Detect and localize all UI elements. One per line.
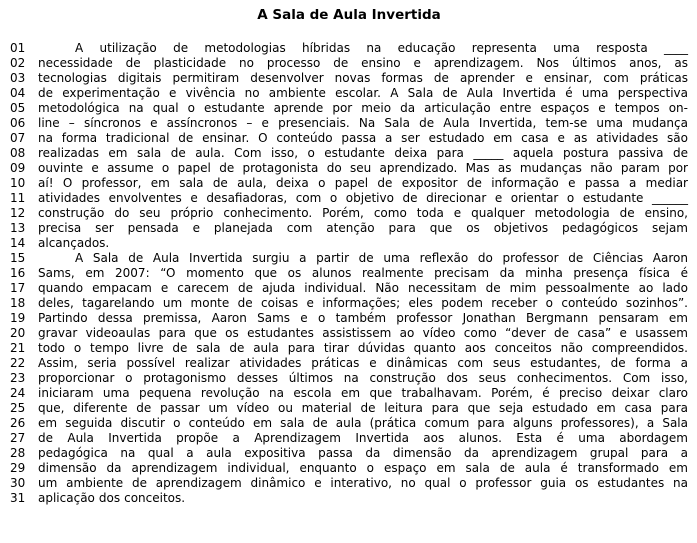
line-number: 15 bbox=[10, 251, 26, 265]
line-text: necessidade de plasticidade no processo de ensino e aprendizagem. Nos últimos anos, as bbox=[38, 56, 688, 70]
line-text: deles, tagarelando um monte de coisas e informações; eles podem receber o conteúdo sozinhos”. bbox=[38, 296, 688, 310]
text-line bbox=[10, 431, 688, 446]
line-text: de experimentação e vivência no ambiente escolar. A Sala de Aula Invertida é uma perspectiva bbox=[38, 86, 688, 100]
line-number: 08 bbox=[10, 146, 26, 160]
text-line bbox=[10, 341, 688, 356]
text-body bbox=[10, 41, 688, 506]
line-number: 21 bbox=[10, 341, 26, 355]
text-line bbox=[10, 101, 688, 116]
line-number: 07 bbox=[10, 131, 26, 145]
text-line bbox=[10, 356, 688, 371]
text-line bbox=[10, 41, 688, 56]
line-text: em seguida discutir o conteúdo em sala de aula (prática comum para alguns professores), a Sala bbox=[38, 416, 688, 430]
line-number: 24 bbox=[10, 386, 26, 400]
line-number: 06 bbox=[10, 116, 26, 130]
line-text: construção do seu próprio conhecimento. Porém, como toda e qualquer metodologia de ensino, bbox=[38, 206, 688, 220]
line-text: todo o tempo livre de sala de aula para tirar dúvidas quanto aos conceitos não compreendidos. bbox=[38, 341, 688, 355]
text-line bbox=[10, 491, 688, 506]
text-line bbox=[10, 281, 688, 296]
line-text: que, diferente de passar um vídeo ou material de leitura para que seja estudado em casa para bbox=[38, 401, 688, 415]
line-number: 13 bbox=[10, 221, 26, 235]
line-text: um ambiente de aprendizagem dinâmico e interativo, no qual o professor guia os estudantes na bbox=[38, 476, 688, 490]
text-line bbox=[10, 191, 688, 206]
text-line bbox=[10, 176, 688, 191]
text-line bbox=[10, 326, 688, 341]
line-number: 01 bbox=[10, 41, 26, 55]
text-line bbox=[10, 401, 688, 416]
line-number: 10 bbox=[10, 176, 26, 190]
line-text: de Aula Invertida propõe a Aprendizagem Invertida aos alunos. Esta é uma abordagem bbox=[38, 431, 688, 445]
text-line bbox=[10, 386, 688, 401]
line-number: 25 bbox=[10, 401, 26, 415]
line-text: metodológica na qual o estudante aprende por meio da articulação entre espaços e tempos on- bbox=[38, 101, 688, 115]
line-text: precisa ser pensada e planejada com atenção para que os objetivos pedagógicos sejam bbox=[38, 221, 688, 235]
line-number: 09 bbox=[10, 161, 26, 175]
line-number: 28 bbox=[10, 446, 26, 460]
document-title: A Sala de Aula Invertida bbox=[257, 7, 441, 23]
line-text: pedagógica na qual a aula expositiva passa da dimensão da aprendizagem grupal para a bbox=[38, 446, 688, 460]
text-line bbox=[10, 86, 688, 101]
text-line bbox=[10, 371, 688, 386]
line-text: A utilização de metodologias híbridas na educação representa uma resposta ____ bbox=[75, 41, 688, 55]
line-number: 14 bbox=[10, 236, 26, 250]
text-line bbox=[10, 446, 688, 461]
text-line bbox=[10, 296, 688, 311]
line-number: 31 bbox=[10, 491, 26, 505]
line-number: 11 bbox=[10, 191, 26, 205]
line-text: ouvinte e assume o papel de protagonista do seu aprendizado. Mas as mudanças não param por bbox=[38, 161, 688, 175]
line-text: proporcionar o protagonismo desses últimos na construção dos seus conhecimentos. Com isso, bbox=[38, 371, 688, 385]
line-number: 29 bbox=[10, 461, 26, 475]
line-text: iniciaram uma pequena revolução na escola em que trabalhavam. Porém, é preciso deixar claro bbox=[38, 386, 688, 400]
text-line bbox=[10, 251, 688, 266]
text-line bbox=[10, 311, 688, 326]
text-line bbox=[10, 476, 688, 491]
text-line bbox=[10, 416, 688, 431]
line-number: 05 bbox=[10, 101, 26, 115]
line-text: line – síncronos e assíncronos – e presenciais. Na Sala de Aula Invertida, tem-se uma mudança bbox=[38, 116, 688, 130]
line-text: alcançados. bbox=[38, 236, 110, 250]
line-number: 03 bbox=[10, 71, 26, 85]
line-number: 23 bbox=[10, 371, 26, 385]
line-number: 22 bbox=[10, 356, 26, 370]
text-line bbox=[10, 71, 688, 86]
text-line bbox=[10, 461, 688, 476]
line-text: atividades envolventes e desafiadoras, com o objetivo de direcionar e orientar o estudante ______ bbox=[38, 191, 688, 205]
text-line bbox=[10, 221, 688, 236]
line-text: dimensão da aprendizagem individual, enquanto o espaço em sala de aula é transformado em bbox=[38, 461, 688, 475]
text-line bbox=[10, 131, 688, 146]
line-number: 18 bbox=[10, 296, 26, 310]
line-number: 19 bbox=[10, 311, 26, 325]
line-text: gravar videoaulas para que os estudantes assistissem ao vídeo como “dever de casa” e usassem bbox=[38, 326, 688, 340]
line-number: 12 bbox=[10, 206, 26, 220]
line-text: tecnologias digitais permitiram desenvolver novas formas de aprender e ensinar, com práticas bbox=[38, 71, 688, 85]
line-number: 17 bbox=[10, 281, 26, 295]
line-number: 16 bbox=[10, 266, 26, 280]
line-number: 02 bbox=[10, 56, 26, 70]
line-text: Assim, seria possível realizar atividades práticas e dinâmicas com seus estudantes, de forma a bbox=[38, 356, 688, 370]
line-number: 26 bbox=[10, 416, 26, 430]
line-number: 30 bbox=[10, 476, 26, 490]
line-text: aí! O professor, em sala de aula, deixa o papel de expositor de informação e passa a mediar bbox=[38, 176, 688, 190]
line-text: na forma tradicional de ensinar. O conteúdo passa a ser estudado em casa e as atividades são bbox=[38, 131, 688, 145]
text-line bbox=[10, 236, 688, 251]
text-line bbox=[10, 206, 688, 221]
text-line bbox=[10, 266, 688, 281]
text-line bbox=[10, 161, 688, 176]
line-text: Partindo dessa premissa, Aaron Sams e o também professor Jonathan Bergmann pensaram em bbox=[38, 311, 688, 325]
line-text: A Sala de Aula Invertida surgiu a partir de uma reflexão do professor de Ciências Aaron bbox=[75, 251, 688, 265]
text-line bbox=[10, 56, 688, 71]
line-text: aplicação dos conceitos. bbox=[38, 491, 186, 505]
text-line bbox=[10, 146, 688, 161]
line-number: 04 bbox=[10, 86, 26, 100]
line-text: quando empacam e carecem de ajuda individual. Não necessitam de mim pessoalmente ao lado bbox=[38, 281, 688, 295]
line-number: 27 bbox=[10, 431, 26, 445]
text-line bbox=[10, 116, 688, 131]
line-number: 20 bbox=[10, 326, 26, 340]
line-text: realizadas em sala de aula. Com isso, o estudante deixa para _____ aquela postura passiva de bbox=[38, 146, 688, 160]
line-text: Sams, em 2007: “O momento que os alunos realmente precisam da minha presença física é bbox=[38, 266, 688, 280]
